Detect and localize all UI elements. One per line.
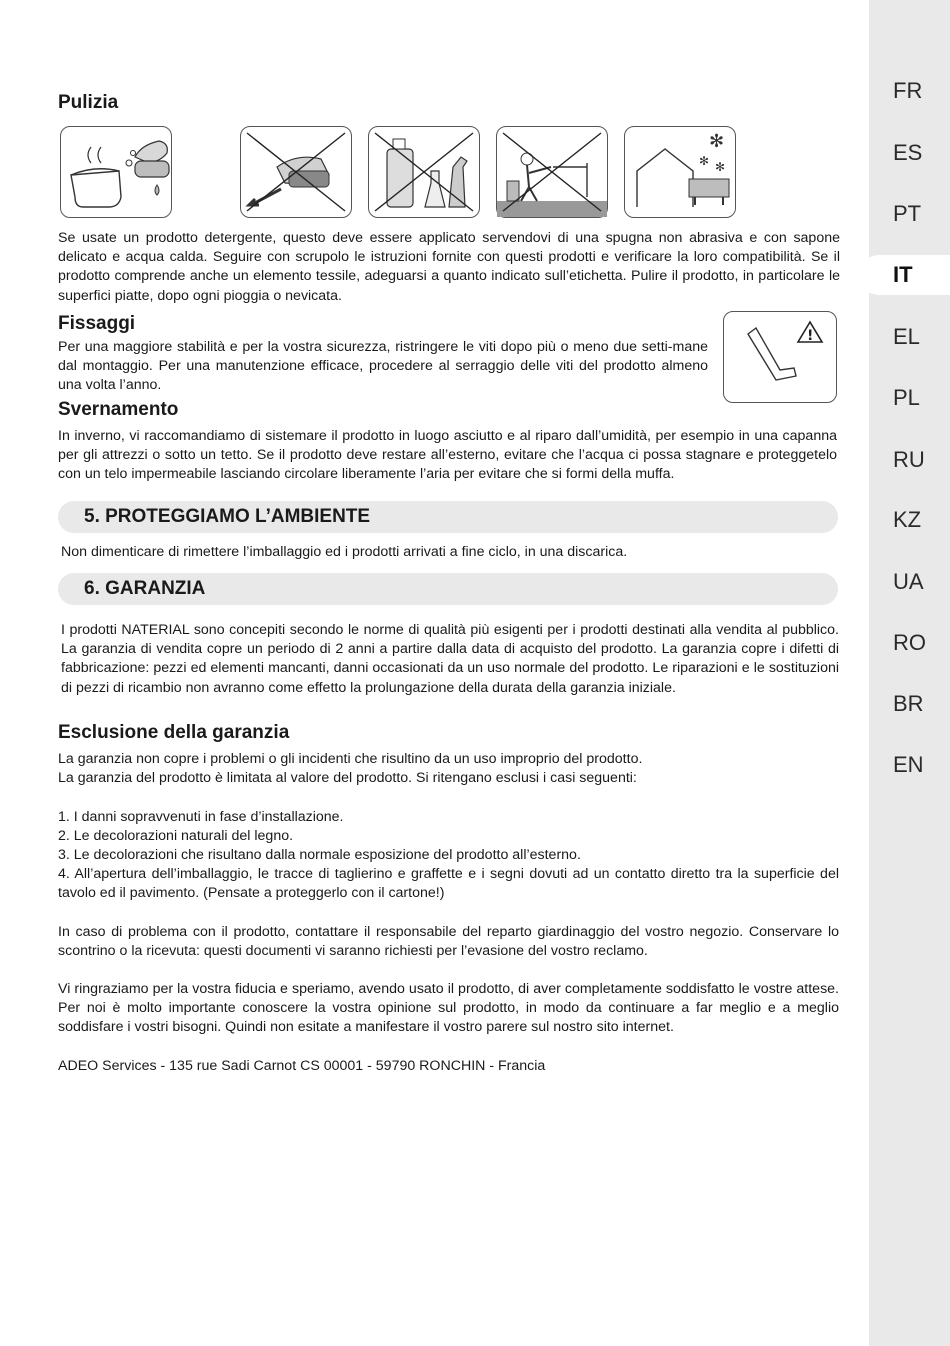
svg-text:✻: ✻ — [699, 154, 710, 168]
allen-key-warning-box — [723, 311, 837, 403]
section-6-text: I prodotti NATERIAL sono concepiti secondo le norme di qualità più esigenti per i prodotti destinati alla vendita al pubblico. La garanzia di vendita copre un periodo di 2 anni a partire dalla data di acquisto del prodotto. La garanzia copre i difetti di fabbricazione: pezzi ed elementi mancanti, danni occasionati da un uso normale del prodotto. Le riparazioni e le sostituzioni di pezzi di ricambio non avranno come effetto la prolungazione della durata della garanzia iniziale. — [61, 622, 839, 696]
list-item: 4. All’apertura dell’imballaggio, le tracce di taglierino e graffette e i segni dovuti ad un contatto diretto tra la superficie del tavolo ed il pavimento. (Pensate a proteggerlo con il cartone!) — [58, 866, 839, 902]
no-high-pressure-spray-icon — [496, 126, 608, 218]
lang-es[interactable]: ES — [893, 140, 923, 165]
esclusione-line-2: La garanzia del prodotto è limitata al valore del prodotto. Si ritengano esclusi i casi seguenti: — [58, 770, 637, 786]
company-address: ADEO Services - 135 rue Sadi Carnot CS 00001 - 59790 RONCHIN - Francia — [58, 1058, 546, 1074]
lang-fr[interactable]: FR — [893, 78, 923, 103]
esclusione-heading: Esclusione della garanzia — [58, 722, 290, 743]
list-item: 2. Le decolorazioni naturali del legno. — [58, 828, 294, 844]
svernamento-heading: Svernamento — [58, 399, 179, 420]
lang-ua[interactable]: UA — [893, 569, 924, 594]
fissaggi-text: Per una maggiore stabilità e per la vostra sicurezza, ristringere le viti dopo più o meno due setti-mane dal montaggio. Per una manutenzione efficace, procedere al serraggio delle viti del prodotto almeno una volta l’anno. — [58, 339, 708, 394]
lang-el[interactable]: EL — [893, 324, 920, 349]
section-5-header — [58, 501, 838, 533]
lang-pt[interactable]: PT — [893, 201, 922, 226]
lang-kz[interactable]: KZ — [893, 507, 922, 532]
fissaggi-heading: Fissaggi — [58, 313, 136, 334]
section-6-header — [58, 573, 838, 605]
allen-key-icon — [724, 312, 836, 402]
pulizia-heading: Pulizia — [58, 92, 119, 113]
lang-ro[interactable]: RO — [893, 630, 926, 655]
shelter-in-winter-icon — [624, 126, 736, 218]
lang-pl[interactable]: PL — [893, 385, 920, 410]
svernamento-text: In inverno, vi raccomandiamo di sistemare il prodotto in luogo asciutto e al riparo dall’umidità, per esempio in una capanna per gli attrezzi o sotto un tetto. Se il prodotto deve restare all’esterno, evitare che l’acqua ci possa stagnare e proteggetelo con un telo impermeabile lasciando circolare liberamente l’aria per evitare che si formi della muffa. — [58, 428, 837, 483]
lang-br[interactable]: BR — [893, 691, 924, 716]
language-sidebar — [869, 0, 950, 1346]
list-item: 3. Le decolorazioni che risultano dalla normale esposizione del prodotto all’esterno. — [58, 847, 581, 863]
contact-text: In caso di problema con il prodotto, contattare il responsabile del reparto giardinaggio del vostro negozio. Conservare lo scontrino o la ricevuta: questi documenti vi saranno richiesti per l’evasione del vostro reclamo. — [58, 924, 839, 960]
no-pressure-washer-icon — [240, 126, 352, 218]
cleaning-icons-row — [60, 126, 740, 220]
thanks-text: Vi ringraziamo per la vostra fiducia e speriamo, avendo usato il prodotto, di aver completamente soddisfatto le vostre attese. Per noi è molto importante conoscere la vostra opinione sul prodotto, in modo da continuare a far meglio e a meglio soddisfare i vostri bisogni. Quindi non esitate a manifestare il vostro parere sul nostro sito internet. — [58, 981, 839, 1036]
list-item: 1. I danni sopravvenuti in fase d’installazione. — [58, 809, 344, 825]
svg-text:✻: ✻ — [715, 160, 726, 174]
lang-it[interactable]: IT — [859, 255, 950, 295]
section-5-title: 5. PROTEGGIAMO L’AMBIENTE — [84, 506, 371, 527]
lang-en[interactable]: EN — [893, 752, 924, 777]
pulizia-text: Se usate un prodotto detergente, questo deve essere applicato servendovi di una spugna non abrasiva e con sapone delicato e acqua calda. Seguire con scrupolo le istruzioni fornite con questi prodotti e verificare la loro compatibilità. Se il prodotto comprende anche un elemento tessile, adeguarsi a quanto indicato sull’etichetta. Pulire il prodotto, in particolare le superfici piatte, dopo ogni pioggia o nevicata. — [58, 230, 840, 304]
lang-ru[interactable]: RU — [893, 447, 925, 472]
no-chemical-detergent-icon — [368, 126, 480, 218]
esclusione-line-1: La garanzia non copre i problemi o gli incidenti che risultino da un uso improprio del prodotto. — [58, 751, 643, 767]
section-6-title: 6. GARANZIA — [84, 578, 206, 599]
svg-text:✻: ✻ — [709, 131, 725, 152]
wash-basin-sponge-icon — [60, 126, 172, 218]
svg-text:!: ! — [807, 328, 814, 344]
section-5-text: Non dimenticare di rimettere l’imballaggio ed i prodotti arrivati a fine ciclo, in una discarica. — [61, 544, 628, 560]
